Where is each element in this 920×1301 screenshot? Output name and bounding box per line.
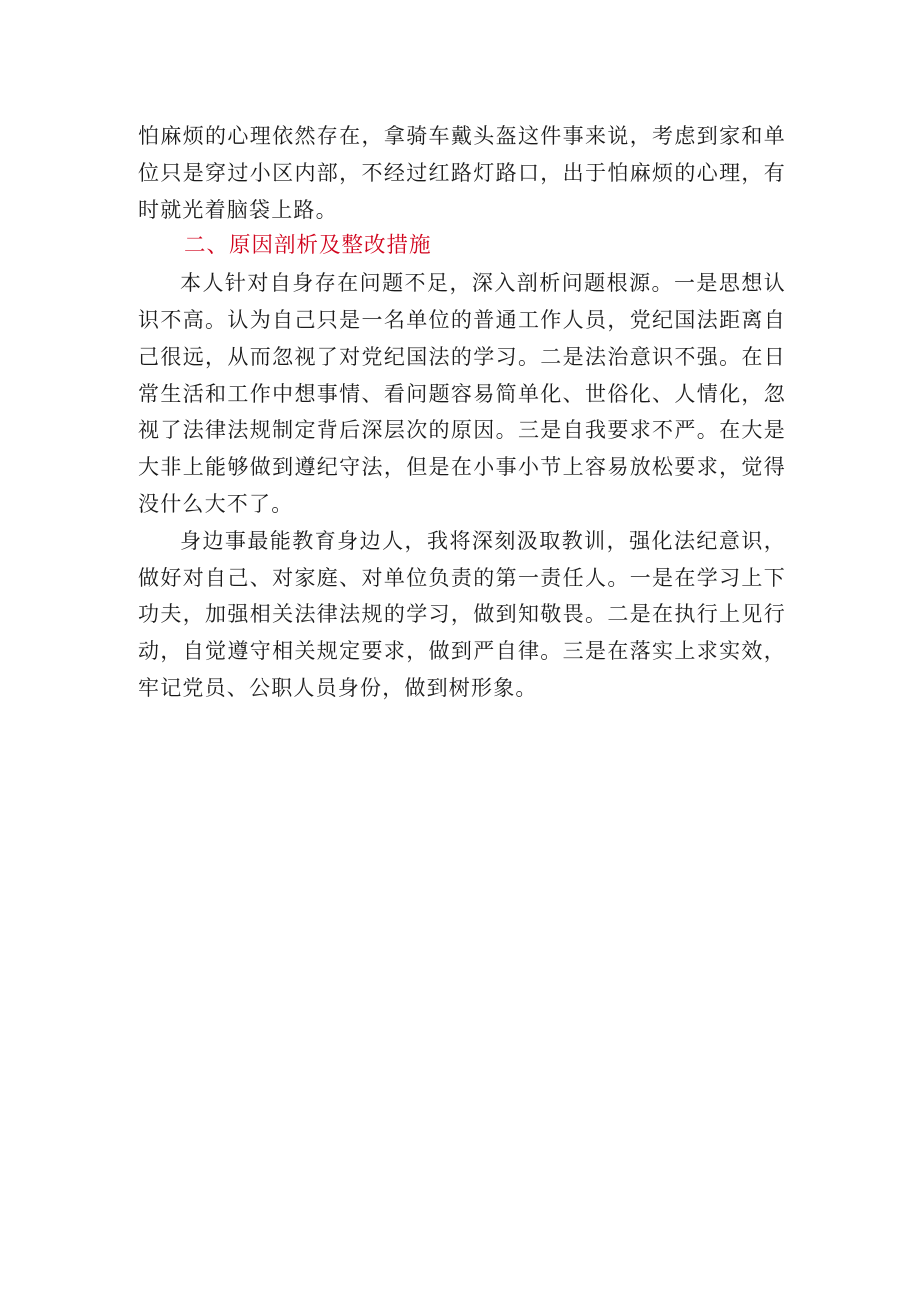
continued-paragraph: 怕麻烦的心理依然存在，拿骑车戴头盔这件事来说，考虑到家和单位只是穿过小区内部，不经过红路灯路口，出于怕麻烦的心理，有时就光着脑袋上路。 <box>138 124 786 222</box>
cause-analysis-paragraph: 本人针对自身存在问题不足，深入剖析问题根源。一是思想认识不高。认为自己只是一名单位的普通工作人员，党纪国法距离自己很远，从而忽视了对党纪国法的学习。二是法治意识不强。在日常生活和工作中想事情、看问题容易简单化、世俗化、人情化，忽视了法律法规制定背后深层次的原因。三是自我要求不严。在大是大非上能够做到遵纪守法，但是在小事小节上容易放松要求，觉得没什么大不了。 <box>138 271 786 516</box>
section-heading: 二、原因剖析及整改措施 <box>184 233 432 259</box>
document-page <box>138 118 786 707</box>
rectification-measures-paragraph: 身边事最能教育身边人，我将深刻汲取教训，强化法纪意识，做好对自己、对家庭、对单位负责的第一责任人。一是在学习上下功夫，加强相关法律法规的学习，做到知敬畏。二是在执行上见行动，自觉遵守相关规定要求，做到严自律。三是在落实上求实效，牢记党员、公职人员身份，做到树形象。 <box>138 528 786 700</box>
